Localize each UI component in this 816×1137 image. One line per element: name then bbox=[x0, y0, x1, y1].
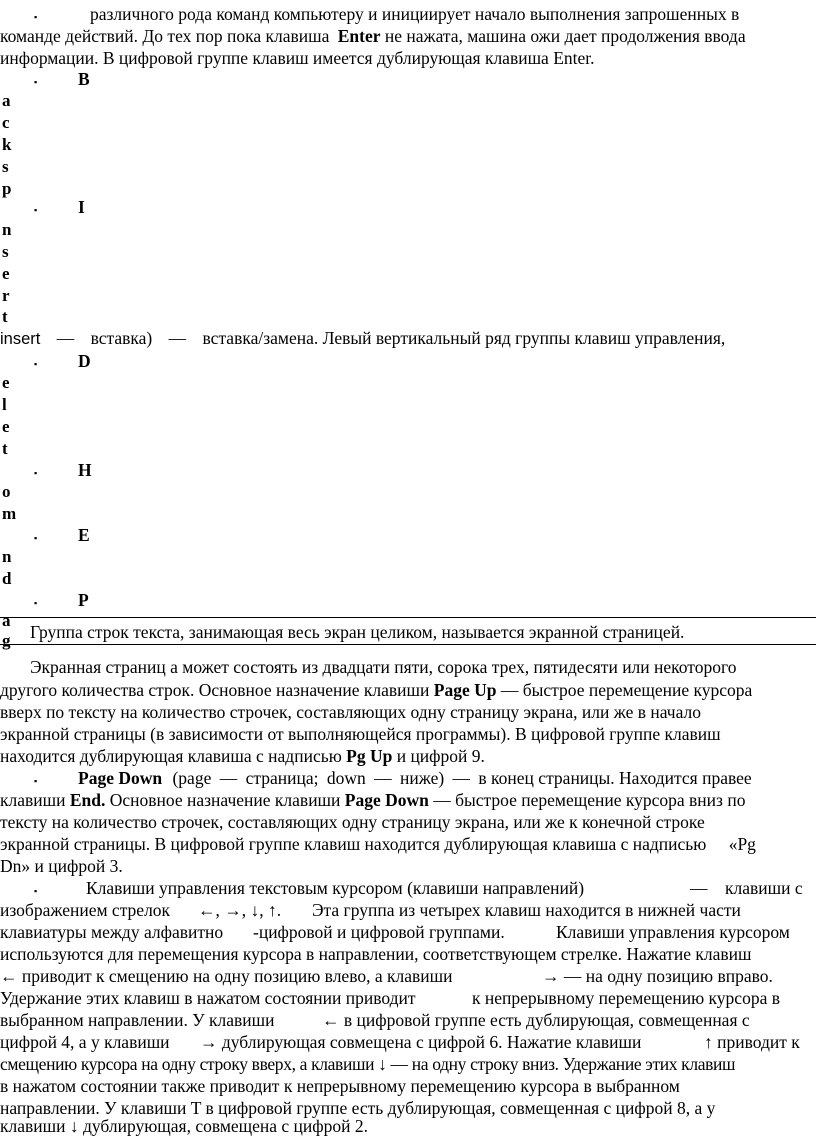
item-letter: p bbox=[2, 179, 12, 198]
arrows-line-9: смещению курсора на одну строку вверх, а клавиши ↓ — на одну строку вниз. Удержание этих клавиш bbox=[0, 1054, 736, 1074]
arrows-line-2a: изображением стрелок bbox=[0, 900, 171, 920]
insert-word: insert bbox=[0, 330, 41, 348]
arrows-line-3a: клавиатуры между алфавитно bbox=[0, 922, 224, 942]
intro-line-1: различного рода команд компьютеру и инициирует начало выполнения запрошенных в bbox=[90, 4, 740, 24]
insert-line bbox=[0, 327, 725, 350]
arrows-line-12: клавиши ↓ дублирующая, совмещена с цифрой 2. bbox=[0, 1116, 368, 1136]
item-head: D bbox=[78, 351, 91, 371]
bullet-icon: ▪ bbox=[34, 12, 38, 22]
dash: — bbox=[219, 768, 238, 788]
pagedown-line-5: Dn» и цифрой 3. bbox=[0, 856, 123, 876]
item-letter: t bbox=[2, 307, 8, 326]
item-letter: d bbox=[2, 569, 12, 588]
item-letter: e bbox=[2, 373, 10, 392]
intro-text: не нажата, машина ожи дает продолжения ввода bbox=[384, 26, 746, 46]
page-up-key-term: Page Up bbox=[433, 680, 497, 700]
item-letter: m bbox=[2, 504, 17, 523]
arrows-line-5a: ← приводит к смещению на одну позицию влево, а клавиши bbox=[0, 966, 453, 986]
item-letter: s bbox=[2, 242, 9, 261]
arrows-line-6b: к непрерывному перемещению курсора в bbox=[472, 988, 780, 1008]
bullet-icon: ▪ bbox=[34, 598, 38, 608]
arrows-line-8a: цифрой 4, а у клавиши bbox=[0, 1032, 170, 1052]
text: в конец страницы. Находится правее bbox=[478, 768, 752, 788]
intro-line-3: информации. В цифровой группе клавиш имеется дублирующая клавиша Enter. bbox=[0, 48, 595, 68]
pagedown-line-1 bbox=[78, 767, 752, 789]
item-letter: r bbox=[2, 286, 10, 305]
arrows-line-11: направлении. У клавиши T в цифровой группе есть дублирующая, совмещенная с цифрой 8, а у bbox=[0, 1098, 716, 1118]
dash: — bbox=[690, 878, 708, 898]
arrows-line-1b: клавиши с bbox=[725, 878, 803, 898]
item-head: P bbox=[78, 590, 89, 610]
text: экранной страницы. В цифровой группе клавиш находится дублирующая клавиша с надписью bbox=[0, 834, 707, 854]
arrow-keys-icons: ←, →, ↓, ↑. bbox=[198, 900, 282, 920]
text: (page bbox=[172, 768, 212, 788]
arrows-line-10: в нажатом состоянии также приводит к непрерывному перемещению курсора в выбранном bbox=[0, 1076, 680, 1096]
arrows-line-7a: выбранном направлении. У клавиши bbox=[0, 1010, 275, 1030]
item-head: B bbox=[78, 69, 90, 89]
arrows-line-1a: Клавиши управления текстовым курсором (клавиши направлений) bbox=[86, 878, 585, 898]
item-letter: e bbox=[2, 264, 10, 283]
note-bottom-rule bbox=[0, 644, 816, 645]
arrows-line-5b: → — на одну позицию вправо. bbox=[542, 966, 773, 986]
arrows-line-7b: ← в цифровой группе есть дублирующая, совмещенная с bbox=[322, 1010, 750, 1030]
pageup-line-3: вверх по тексту на количество строчек, составляющих одну страницу экрана, или же в начало bbox=[0, 702, 702, 722]
item-letter: e bbox=[2, 417, 10, 436]
pagedown-line-4 bbox=[0, 833, 756, 855]
arrows-line-6a: Удержание этих клавиш в нажатом состоянии приводит bbox=[0, 988, 416, 1008]
pagedown-line-3: тексту на количество строчек, составляющих одну страницу экрана, или же к конечной строке bbox=[0, 812, 705, 832]
bullet-icon: ▪ bbox=[34, 468, 38, 478]
dash: — bbox=[452, 768, 471, 788]
text: страница; bbox=[245, 768, 319, 788]
intro-line-2 bbox=[0, 25, 746, 47]
text: и цифрой 9. bbox=[396, 746, 485, 766]
text: другого количества строк. Основное назначение клавиши bbox=[0, 680, 430, 700]
bullet-icon: ▪ bbox=[34, 205, 38, 215]
item-head: I bbox=[78, 197, 85, 217]
dash: — bbox=[374, 768, 392, 788]
item-letter: l bbox=[2, 395, 7, 414]
arrows-line-4: используются для перемещения курсора в направлении, соответствующем стрелке. Нажатие клавиш bbox=[0, 944, 752, 964]
text: находится дублирующая клавиша с надписью bbox=[0, 746, 342, 766]
text: down bbox=[326, 768, 366, 788]
note-top-rule bbox=[0, 617, 816, 618]
item-letter: a bbox=[2, 91, 11, 110]
item-head: E bbox=[78, 525, 90, 545]
arrows-line-3b: -цифровой и цифровой группами. bbox=[253, 922, 505, 942]
text: — быстрое перемещение курсора вниз по bbox=[433, 790, 746, 810]
dash: — bbox=[168, 328, 187, 348]
screen-page-note: Группа строк текста, занимающая весь экран целиком, называется экранной страницей. bbox=[30, 622, 685, 642]
item-letter: o bbox=[2, 482, 11, 501]
text: — быстрое перемещение курсора bbox=[500, 680, 753, 700]
page-down-key-term: Page Down bbox=[344, 790, 429, 810]
item-letter: t bbox=[2, 439, 8, 458]
pageup-line-2 bbox=[0, 679, 752, 701]
bullet-icon: ▪ bbox=[34, 533, 38, 543]
item-letter: g bbox=[2, 631, 11, 650]
text: ниже) bbox=[399, 768, 445, 788]
arrows-line-2b: Эта группа из четырех клавиш находится в нижней части bbox=[312, 900, 741, 920]
end-key-term: End. bbox=[69, 790, 106, 810]
item-letter: n bbox=[2, 220, 12, 239]
item-letter: c bbox=[2, 113, 10, 132]
arrows-line-3c: Клавиши управления курсором bbox=[556, 922, 790, 942]
text: «Pg bbox=[728, 834, 756, 854]
text: клавиши bbox=[0, 790, 66, 810]
intro-text: команде действий. До тех пор пока клавиша bbox=[0, 26, 330, 46]
pagedown-line-2 bbox=[0, 789, 745, 811]
pageup-line-4: экранной страницы (в зависимости от выполняющейся программы). В цифровой группе клавиш bbox=[0, 724, 721, 744]
item-letter: n bbox=[2, 547, 12, 566]
page-down-key-term: Page Down bbox=[78, 768, 163, 788]
arrows-line-8c: ↑ приводит к bbox=[704, 1032, 800, 1052]
bullet-icon: ▪ bbox=[34, 77, 38, 87]
enter-key-term: Enter bbox=[337, 26, 381, 46]
item-letter: k bbox=[2, 135, 12, 154]
dash: — bbox=[56, 328, 75, 348]
pageup-line-5 bbox=[0, 745, 485, 767]
arrows-line-8b: → дублирующая совмещена с цифрой 6. Нажатие клавиши bbox=[200, 1032, 642, 1052]
insert-text: вставка/замена. Левый вертикальный ряд группы клавиш управления, bbox=[202, 328, 726, 348]
bullet-icon: ▪ bbox=[34, 886, 38, 896]
item-letter: a bbox=[2, 611, 11, 630]
insert-text: вставка) bbox=[90, 328, 153, 348]
bullet-icon: ▪ bbox=[34, 359, 38, 369]
pageup-line-1: Экранная страниц а может состоять из двадцати пяти, сорока трех, пятидесяти или некоторого bbox=[30, 657, 737, 677]
item-head: H bbox=[78, 460, 92, 480]
item-letter: s bbox=[2, 157, 9, 176]
pg-up-key-term: Pg Up bbox=[346, 746, 393, 766]
bullet-icon: ▪ bbox=[34, 776, 38, 786]
text: Основное назначение клавиши bbox=[109, 790, 341, 810]
